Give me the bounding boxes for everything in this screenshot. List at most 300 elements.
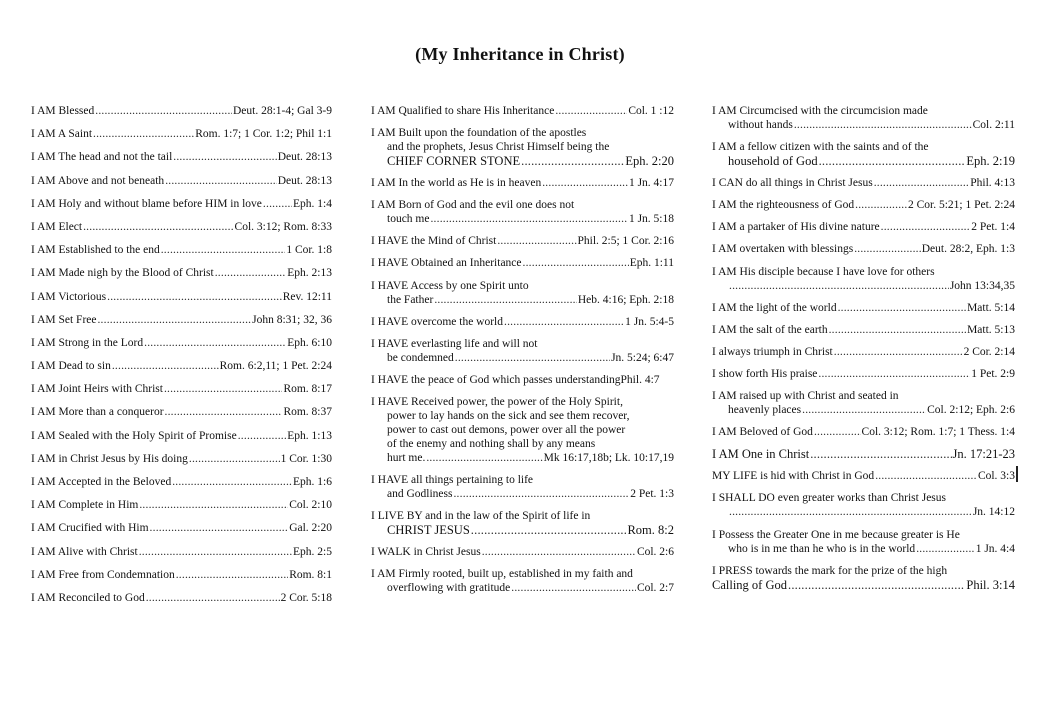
- entry-line: [31, 127, 332, 141]
- inheritance-entry: [31, 475, 332, 489]
- dot-leader: [112, 359, 219, 373]
- inheritance-entry: [371, 337, 674, 365]
- inheritance-entry: [712, 104, 1015, 132]
- entry-text: Calling of God: [712, 577, 787, 592]
- scripture-reference: 1 Jn. 4:4: [975, 542, 1015, 555]
- scripture-reference: Deut. 28:2, Eph. 1:3: [921, 243, 1015, 256]
- scripture-reference: Rom. 8:1: [289, 568, 332, 581]
- scripture-reference: Deut. 28:13: [277, 174, 332, 187]
- entry-line: [371, 451, 674, 465]
- entry-text: I CAN do all things in Christ Jesus: [712, 177, 873, 190]
- inheritance-entry: [371, 279, 674, 307]
- dot-leader: [263, 197, 292, 211]
- dot-leader: [430, 212, 627, 226]
- entry-text: I HAVE Obtained an Inheritance: [371, 257, 522, 270]
- entry-line: [712, 220, 1015, 234]
- entry-text: I PRESS towards the mark for the prize of the high: [712, 564, 948, 577]
- entry-text: I HAVE overcome the world: [371, 315, 504, 328]
- entry-text: I AM the righteousness of God: [712, 199, 855, 212]
- scripture-reference: Col. 2:7: [636, 582, 674, 595]
- scripture-reference: Eph. 2:20: [625, 154, 674, 169]
- entry-text: hurt me.: [387, 451, 426, 464]
- scripture-reference: Eph. 6:10: [287, 336, 332, 349]
- entry-text: I AM raised up with Christ and seated in: [712, 390, 899, 403]
- inheritance-entry: [371, 373, 674, 387]
- dot-leader: [176, 568, 288, 582]
- entry-text: I AM The head and not the tail: [31, 151, 173, 164]
- dot-leader: [189, 452, 280, 466]
- entry-line: [371, 545, 674, 559]
- entry-text: I AM His disciple because I have love for others: [712, 265, 935, 278]
- inheritance-entry: [31, 150, 332, 164]
- scripture-reference: Rom. 1:7; 1 Cor. 1:2; Phil 1:1: [195, 128, 332, 141]
- dot-leader: [139, 545, 292, 559]
- column-right: [712, 104, 1015, 600]
- dot-leader: [144, 336, 286, 350]
- entry-text: I LIVE BY and in the law of the Spirit of life in: [371, 510, 591, 523]
- scripture-reference: Eph. 1:13: [287, 429, 332, 442]
- entry-line: [31, 359, 332, 373]
- entry-text: I AM Victorious: [31, 290, 107, 303]
- entry-line: [712, 528, 1015, 542]
- entry-line: [371, 293, 674, 307]
- column-middle: [371, 104, 674, 603]
- dot-leader: [215, 266, 287, 280]
- entry-line: [31, 545, 332, 559]
- entry-line: [371, 581, 674, 595]
- entry-line: [31, 336, 332, 350]
- entry-text: power to cast out demons, power over all the power: [387, 423, 626, 436]
- inheritance-entry: [712, 140, 1015, 168]
- scripture-reference: Phil. 2:5; 1 Cor. 2:16: [577, 235, 674, 248]
- inheritance-entry: [371, 256, 674, 270]
- entry-text: I AM Accepted in the Beloved: [31, 476, 172, 488]
- entry-line: [712, 564, 1015, 578]
- entry-text: the Father: [387, 293, 434, 306]
- entry-line: [371, 373, 674, 387]
- dot-leader: [788, 578, 965, 592]
- entry-line: [712, 491, 1015, 505]
- entry-line: [371, 140, 674, 154]
- entry-text: I HAVE all things pertaining to life: [371, 474, 534, 487]
- entry-text: I AM the light of the world: [712, 301, 837, 314]
- dot-leader: [819, 154, 966, 168]
- dot-leader: [238, 429, 287, 443]
- inheritance-entry: [31, 266, 332, 280]
- entry-line: [712, 389, 1015, 403]
- scripture-reference: Rev. 12:11: [282, 290, 332, 303]
- entry-text: I AM Joint Heirs with Christ: [31, 383, 163, 396]
- scripture-reference: 1 Jn. 5:4-5: [625, 315, 674, 328]
- dot-leader: [802, 403, 926, 417]
- entry-text: CHRIST JESUS: [387, 523, 470, 538]
- entry-line: [31, 591, 332, 605]
- scripture-reference: Deut. 28:1-4; Gal 3-9: [232, 105, 332, 117]
- dot-leader: [504, 315, 624, 329]
- entry-text: I AM Qualified to share His Inheritance: [371, 105, 555, 117]
- entry-line: [712, 154, 1015, 168]
- entry-text: I AM Circumcised with the circumcision made: [712, 105, 928, 117]
- inheritance-entry: [371, 176, 674, 190]
- dot-leader: [729, 279, 949, 293]
- inheritance-entry: [712, 469, 1015, 483]
- dot-leader: [146, 591, 280, 605]
- entry-text: I AM Beloved of God: [712, 426, 813, 439]
- dot-leader: [482, 545, 636, 559]
- dot-leader: [555, 104, 627, 118]
- entry-line: [371, 567, 674, 581]
- inheritance-entry: [371, 509, 674, 537]
- entry-text: I AM overtaken with blessings: [712, 243, 854, 256]
- scripture-reference: Eph. 2:19: [966, 154, 1015, 169]
- scripture-reference: Phil. 4:7: [620, 373, 660, 386]
- dot-leader: [434, 293, 577, 307]
- entry-line: [31, 197, 332, 211]
- dot-leader: [881, 220, 971, 234]
- inheritance-entry: [712, 265, 1015, 293]
- entry-text: I AM Sealed with the Holy Spirit of Promise: [31, 429, 237, 442]
- scripture-reference: 1 Cor. 1:30: [280, 452, 332, 465]
- entry-line: [712, 367, 1015, 381]
- scripture-reference: Eph. 1:4: [293, 197, 332, 210]
- entry-text: I AM Crucified with Him: [31, 522, 149, 535]
- inheritance-entry: [31, 243, 332, 257]
- column-left: [31, 104, 332, 614]
- entry-line: [371, 315, 674, 329]
- entry-line: [31, 290, 332, 304]
- scripture-reference: Jn. 5:24; 6:47: [611, 351, 674, 364]
- scripture-reference: Matt. 5:13: [967, 323, 1015, 336]
- entry-text: I AM Dead to sin: [31, 360, 111, 373]
- inheritance-entry: [31, 382, 332, 396]
- inheritance-entry: [371, 545, 674, 559]
- dot-leader: [173, 150, 276, 164]
- inheritance-entry: [712, 425, 1015, 439]
- inheritance-entry: [371, 234, 674, 248]
- entry-line: [371, 409, 674, 423]
- dot-leader: [150, 521, 289, 535]
- entry-line: [712, 279, 1015, 293]
- scripture-reference: Gal. 2:20: [289, 522, 332, 535]
- entry-line: [371, 523, 674, 537]
- entry-text: I AM In the world as He is in heaven: [371, 177, 542, 190]
- entry-line: [371, 473, 674, 487]
- entry-line: [31, 568, 332, 582]
- dot-leader: [95, 104, 232, 118]
- scripture-reference: 1 Jn. 4:17: [628, 177, 674, 190]
- entry-line: [371, 176, 674, 190]
- inheritance-entry: [31, 313, 332, 327]
- scripture-reference: 1 Cor. 1:8: [286, 244, 332, 257]
- inheritance-entry: [31, 359, 332, 373]
- entry-line: [371, 351, 674, 365]
- entry-line: [31, 243, 332, 257]
- inheritance-entry: [31, 452, 332, 466]
- entry-text: I AM Established to the end: [31, 244, 160, 257]
- entry-line: [31, 498, 332, 512]
- scripture-reference: Phil. 3:14: [966, 577, 1015, 592]
- inheritance-entry: [712, 323, 1015, 337]
- dot-leader: [511, 581, 636, 595]
- entry-text: without hands: [728, 119, 793, 131]
- entry-line: [712, 118, 1015, 132]
- scripture-reference: Col. 2:11: [972, 119, 1015, 131]
- entry-line: [371, 423, 674, 437]
- scripture-reference: Jn. 14:12: [972, 506, 1015, 519]
- scripture-reference: 2 Pet. 1:3: [630, 488, 674, 501]
- scripture-reference: Col. 2:6: [636, 546, 674, 559]
- inheritance-entry: [31, 498, 332, 512]
- dot-leader: [455, 351, 610, 365]
- entry-text: touch me: [387, 213, 430, 226]
- dot-leader: [164, 382, 283, 396]
- dot-leader: [93, 127, 194, 141]
- dot-leader: [854, 242, 921, 256]
- inheritance-entry: [31, 290, 332, 304]
- entry-text: I AM Above and not beneath: [31, 174, 165, 187]
- inheritance-entry: [712, 176, 1015, 190]
- inheritance-entry: [31, 336, 332, 350]
- entry-line: [712, 242, 1015, 256]
- entry-text: I HAVE Received power, the power of the Holy Spirit,: [371, 395, 623, 408]
- entry-line: [712, 265, 1015, 279]
- scripture-reference: 1 Pet. 2:9: [971, 367, 1015, 380]
- inheritance-entry: [31, 568, 332, 582]
- inheritance-entry: [371, 104, 674, 118]
- scripture-reference: Jn. 17:21-23: [952, 447, 1015, 462]
- entry-line: [712, 176, 1015, 190]
- entry-line: [371, 337, 674, 351]
- inheritance-entry: [712, 491, 1015, 519]
- entry-line: [712, 469, 1015, 483]
- inheritance-entry: [712, 345, 1015, 359]
- entry-line: [712, 447, 1015, 461]
- entry-text: I AM More than a conqueror: [31, 406, 164, 419]
- dot-leader: [497, 234, 576, 248]
- dot-leader: [172, 475, 292, 489]
- page-title: (My Inheritance in Christ): [415, 44, 625, 64]
- scripture-reference: Deut. 28:13: [277, 151, 332, 164]
- entry-line: [31, 382, 332, 396]
- scripture-reference: Rom. 8:2: [627, 523, 674, 538]
- entry-text: I HAVE the peace of God which passes understanding: [371, 373, 621, 386]
- entry-text: I AM Born of God and the evil one does not: [371, 199, 575, 212]
- entry-text: CHIEF CORNER STONE: [387, 154, 521, 169]
- entry-text: be condemned: [387, 351, 454, 364]
- entry-text: I AM Blessed: [31, 105, 95, 117]
- dot-leader: [165, 405, 283, 419]
- entry-text: I AM Strong in the Lord: [31, 336, 144, 349]
- inheritance-entry: [712, 242, 1015, 256]
- dot-leader: [139, 498, 288, 512]
- entry-line: [31, 429, 332, 443]
- entry-text: I AM a fellow citizen with the saints and of the: [712, 141, 929, 154]
- inheritance-entry: [371, 126, 674, 168]
- scripture-reference: 2 Cor. 5:18: [280, 591, 332, 604]
- entry-line: [712, 403, 1015, 417]
- entry-line: [31, 313, 332, 327]
- dot-leader: [814, 425, 861, 439]
- entry-line: [371, 198, 674, 212]
- entry-text: heavenly places: [728, 404, 802, 417]
- scripture-reference: Col. 3:12; Rom. 1:7; 1 Thess. 1:4: [861, 426, 1015, 439]
- entry-text: I show forth His praise: [712, 367, 818, 380]
- entry-text: household of God: [728, 154, 818, 169]
- scripture-reference: Heb. 4:16; Eph. 2:18: [577, 293, 674, 306]
- entry-text: MY LIFE is hid with Christ in God: [712, 470, 875, 483]
- entry-text: I AM Set Free: [31, 313, 97, 326]
- entry-text: and Godliness: [387, 488, 453, 501]
- inheritance-entry: [712, 367, 1015, 381]
- entry-text: I AM Free from Condemnation: [31, 568, 175, 581]
- scripture-reference: Col. 1 :12: [628, 105, 674, 117]
- scripture-reference: 2 Cor. 5:21; 1 Pet. 2:24: [907, 199, 1015, 212]
- dot-leader: [916, 542, 975, 556]
- entry-text: power to lay hands on the sick and see them recover,: [387, 409, 630, 422]
- entry-line: [371, 212, 674, 226]
- dot-leader: [107, 290, 282, 304]
- inheritance-entry: [712, 447, 1015, 461]
- scripture-reference: Eph. 2:13: [287, 267, 332, 280]
- entry-text: I AM Holy and without blame before HIM in love: [31, 197, 262, 210]
- entry-text: I AM Complete in Him: [31, 499, 139, 512]
- scripture-reference: Eph. 2:5: [293, 545, 332, 558]
- dot-leader: [838, 301, 967, 315]
- entry-text: I AM Reconciled to God: [31, 591, 145, 604]
- entry-line: [712, 301, 1015, 315]
- dot-leader: [855, 198, 907, 212]
- page-edge-mark: [1016, 466, 1018, 482]
- entry-line: [712, 578, 1015, 592]
- entry-line: [371, 509, 674, 523]
- dot-leader: [426, 451, 542, 465]
- scripture-reference: Col. 2:12; Eph. 2:6: [927, 404, 1015, 417]
- entry-line: [31, 174, 332, 188]
- entry-text: and the prophets, Jesus Christ Himself being the: [387, 141, 610, 154]
- dot-leader: [471, 523, 627, 537]
- inheritance-entry: [712, 220, 1015, 234]
- dot-leader: [83, 220, 233, 234]
- entry-line: [31, 150, 332, 164]
- entry-line: [371, 234, 674, 248]
- inheritance-entry: [31, 521, 332, 535]
- scripture-reference: Phil. 4:13: [970, 177, 1015, 190]
- dot-leader: [818, 367, 970, 381]
- inheritance-entry: [31, 405, 332, 419]
- entry-line: [712, 140, 1015, 154]
- inheritance-entry: [31, 429, 332, 443]
- scripture-reference: Col. 3:3: [977, 470, 1015, 483]
- dot-leader: [165, 174, 277, 188]
- entry-line: [712, 323, 1015, 337]
- inheritance-entry: [371, 315, 674, 329]
- inheritance-entry: [371, 473, 674, 501]
- inheritance-entry: [31, 545, 332, 559]
- entry-line: [712, 505, 1015, 519]
- entry-text: I AM Built upon the foundation of the apostles: [371, 127, 587, 140]
- dot-leader: [794, 118, 972, 132]
- dot-leader: [97, 313, 251, 327]
- entry-text: I AM A Saint: [31, 128, 93, 141]
- entry-line: [371, 395, 674, 409]
- inheritance-entry: [712, 564, 1015, 592]
- entry-line: [712, 345, 1015, 359]
- dot-leader: [161, 243, 286, 257]
- entry-line: [31, 405, 332, 419]
- dot-leader: [810, 447, 951, 461]
- inheritance-entry: [31, 127, 332, 141]
- entry-line: [371, 279, 674, 293]
- inheritance-entry: [712, 528, 1015, 556]
- dot-leader: [875, 469, 977, 483]
- scripture-reference: Rom. 6:2,11; 1 Pet. 2:24: [219, 360, 332, 373]
- entry-text: I always triumph in Christ: [712, 345, 833, 358]
- entry-line: [31, 104, 332, 118]
- entry-line: [371, 256, 674, 270]
- entry-line: [371, 104, 674, 118]
- dot-leader: [453, 487, 629, 501]
- inheritance-entry: [371, 395, 674, 465]
- entry-line: [371, 126, 674, 140]
- entry-text: I AM a partaker of His divine nature: [712, 221, 880, 234]
- entry-text: I HAVE everlasting life and will not: [371, 337, 538, 350]
- dot-leader: [729, 505, 972, 519]
- entry-line: [371, 154, 674, 168]
- entry-line: [371, 487, 674, 501]
- entry-text: I AM Alive with Christ: [31, 545, 138, 558]
- scripture-reference: Mk 16:17,18b; Lk. 10:17,19: [543, 451, 674, 464]
- scripture-reference: 2 Cor. 2:14: [963, 345, 1015, 358]
- scripture-reference: 2 Pet. 1:4: [971, 221, 1015, 234]
- entry-text: I WALK in Christ Jesus: [371, 546, 481, 559]
- entry-line: [31, 220, 332, 234]
- entry-line: [371, 437, 674, 451]
- entry-text: I Possess the Greater One in me because greater is He: [712, 528, 960, 541]
- inheritance-entry: [31, 591, 332, 605]
- dot-leader: [834, 345, 963, 359]
- entry-text: of the enemy and nothing shall by any means: [387, 437, 596, 450]
- entry-line: [712, 542, 1015, 556]
- entry-line: [712, 425, 1015, 439]
- inheritance-entry: [31, 197, 332, 211]
- scripture-reference: Eph. 1:6: [293, 476, 332, 488]
- scripture-reference: Eph. 1:11: [629, 257, 674, 270]
- scripture-reference: John 8:31; 32, 36: [252, 313, 332, 326]
- entry-line: [31, 266, 332, 280]
- scripture-reference: 1 Jn. 5:18: [628, 213, 674, 226]
- inheritance-entry: [31, 104, 332, 118]
- entry-text: I HAVE Access by one Spirit unto: [371, 279, 529, 292]
- dot-leader: [521, 154, 624, 168]
- scripture-reference: John 13:34,35: [949, 279, 1015, 292]
- inheritance-entry: [31, 220, 332, 234]
- entry-text: who is in me than he who is in the world: [728, 542, 916, 555]
- scripture-reference: Matt. 5:14: [967, 301, 1015, 314]
- entry-text: I AM Elect: [31, 220, 83, 233]
- dot-leader: [874, 176, 970, 190]
- dot-leader: [829, 323, 966, 337]
- scripture-reference: Col. 3:12; Rom. 8:33: [234, 220, 332, 233]
- inheritance-entry: [712, 198, 1015, 212]
- inheritance-entry: [712, 301, 1015, 315]
- entry-text: I SHALL DO even greater works than Christ Jesus: [712, 492, 946, 505]
- scripture-reference: Col. 2:10: [289, 499, 332, 512]
- inheritance-entry: [371, 198, 674, 226]
- entry-text: I HAVE the Mind of Christ: [371, 235, 497, 248]
- scripture-reference: Rom. 8:37: [283, 406, 332, 419]
- inheritance-entry: [712, 389, 1015, 417]
- dot-leader: [542, 176, 628, 190]
